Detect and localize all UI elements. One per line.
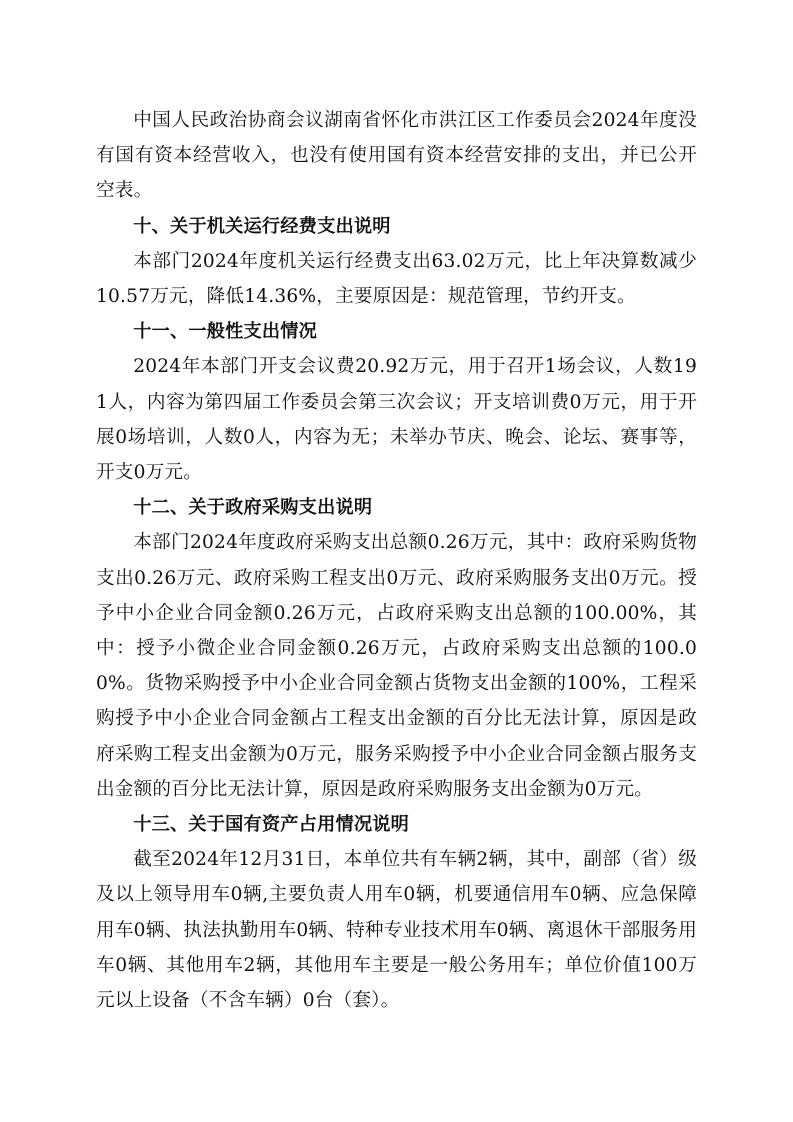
section-paragraph-12: 本部门2024年度政府采购支出总额0.26万元，其中：政府采购货物支出0.26万元、政府采购工程支出0万元、政府采购服务支出0万元。授予中小企业合同金额0.26万元，占政府采购支出总额的100.00%，其中：授予小微企业合同金额0.26万元，占政府采购支出总额的100.00%。货物采购授予中小企业合同金额占货物支出金额的100%，工程采购授予中小企业合同金额占工程支出金额的百分比无法计算，原因是政府采购工程支出金额为0万元，服务采购授予中小企业合同金额占服务支出金额的百分比无法计算，原因是政府采购服务支出金额为0万元。 [96,532,697,800]
section-paragraph-13: 截至2024年12月31日，本单位共有车辆2辆，其中，副部（省）级及以上领导用车0辆,主要负责人用车0辆，机要通信用车0辆、应急保障用车0辆、执法执勤用车0辆、特种专业技术用车0辆、离退休干部服务用车0辆、其他用车2辆，其他用车主要是一般公务用车；单位价值100万元以上设备（不含车辆）0台（套）。 [96,849,697,1012]
section-heading-11: 十一、一般性支出情况 [133,321,318,343]
section-heading-13: 十三、关于国有资产占用情况说明 [133,814,410,836]
section-paragraph-10: 本部门2024年度机关运行经费支出63.02万元，比上年决算数减少10.57万元，降低14.36%，主要原因是：规范管理，节约开支。 [96,250,697,308]
section-heading-12: 十二、关于政府采购支出说明 [133,497,373,519]
intro-paragraph: 中国人民政治协商会议湖南省怀化市洪江区工作委员会2024年度没有国有资本经营收入，也没有使用国有资本经营安排的支出，并已公开空表。 [96,110,697,202]
section-paragraph-11: 2024年本部门开支会议费20.92万元，用于召开1场会议，人数191人，内容为第四届工作委员会第三次会议；开支培训费0万元，用于开展0场培训，人数0人，内容为无；未举办节庆、晚会、论坛、赛事等，开支0万元。 [96,356,697,484]
section-heading-10: 十、关于机关运行经费支出说明 [133,215,391,237]
